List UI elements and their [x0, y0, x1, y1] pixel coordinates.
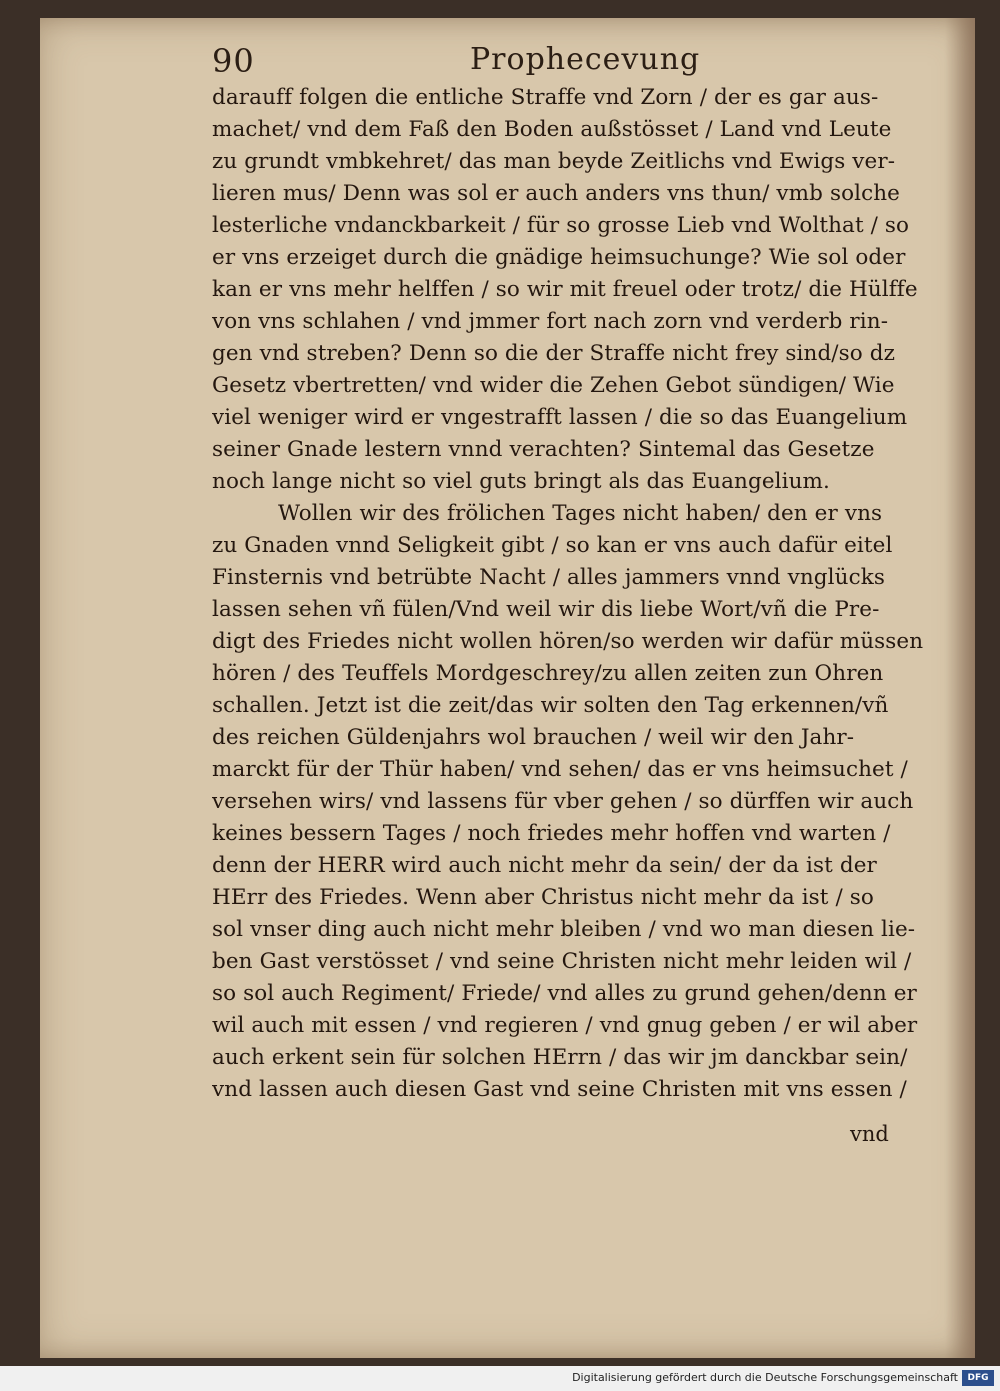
text-line: hören / des Teuffels Mordgeschrey/zu allen zeiten zun Ohren	[212, 661, 884, 686]
text-line: lesterliche vndanckbarkeit / für so grosse Lieb vnd Wolthat / so	[212, 213, 910, 238]
text-line: HErr des Friedes. Wenn aber Christus nicht mehr da ist / so	[212, 885, 874, 910]
dfg-logo: DFG	[962, 1370, 994, 1386]
paragraph-start-line: Wollen wir des frölichen Tages nicht haben/ den er vns	[278, 501, 883, 526]
funding-credit: Digitalisierung gefördert durch die Deutsche Forschungsgemeinschaft	[572, 1371, 958, 1384]
text-line: digt des Friedes nicht wollen hören/so werden wir dafür müssen	[212, 629, 924, 654]
text-line: schallen. Jetzt ist die zeit/das wir solten den Tag erkennen/vñ	[212, 693, 889, 718]
text-line: lieren mus/ Denn was sol er auch anders vns thun/ vmb solche	[212, 181, 901, 206]
text-line: versehen wirs/ vnd lassens für vber gehen / so dürffen wir auch	[212, 789, 914, 814]
running-title: Prophecevung	[470, 42, 701, 77]
body-text	[212, 82, 942, 1106]
text-line: marckt für der Thür haben/ vnd sehen/ das er vns heimsuchet /	[212, 757, 908, 782]
text-line: kan er vns mehr helffen / so wir mit freuel oder trotz/ die Hülffe	[212, 277, 918, 302]
text-line: viel weniger wird er vngestrafft lassen / die so das Euangelium	[212, 405, 908, 430]
text-line: Gesetz vbertretten/ vnd wider die Zehen Gebot sündigen/ Wie	[212, 373, 895, 398]
text-line: zu Gnaden vnnd Seligkeit gibt / so kan er vns auch dafür eitel	[212, 533, 893, 558]
text-line: Finsternis vnd betrübte Nacht / alles jammers vnnd vnglücks	[212, 565, 885, 590]
text-line: zu grundt vmbkehret/ das man beyde Zeitlichs vnd Ewigs ver-	[212, 149, 896, 174]
text-line: keines bessern Tages / noch friedes mehr hoffen vnd warten /	[212, 821, 891, 846]
text-line: gen vnd streben? Denn so die der Straffe nicht frey sind/so dz	[212, 341, 896, 366]
text-line: vnd lassen auch diesen Gast vnd seine Christen mit vns essen /	[212, 1077, 907, 1102]
text-line: auch erkent sein für solchen HErrn / das wir jm danckbar sein/	[212, 1045, 908, 1070]
text-line: darauff folgen die entliche Straffe vnd Zorn / der es gar aus-	[212, 85, 879, 110]
text-line: machet/ vnd dem Faß den Boden außstösset / Land vnd Leute	[212, 117, 892, 142]
text-line: ben Gast verstösset / vnd seine Christen nicht mehr leiden wil /	[212, 949, 912, 974]
page-header	[212, 42, 912, 82]
footer-bar	[0, 1366, 1000, 1391]
text-line: seiner Gnade lestern vnnd verachten? Sintemal das Gesetze	[212, 437, 875, 462]
text-line: lassen sehen vñ fülen/Vnd weil wir dis liebe Wort/vñ die Pre-	[212, 597, 880, 622]
text-line: wil auch mit essen / vnd regieren / vnd gnug geben / er wil aber	[212, 1013, 918, 1038]
text-line: von vns schlahen / vnd jmmer fort nach zorn vnd verderb rin-	[212, 309, 889, 334]
text-line: noch lange nicht so viel guts bringt als das Euangelium.	[212, 469, 830, 494]
text-line: er vns erzeiget durch die gnädige heimsuchunge? Wie sol oder	[212, 245, 906, 270]
catchword: vnd	[850, 1122, 889, 1146]
text-line: sol vnser ding auch nicht mehr bleiben / vnd wo man diesen lie-	[212, 917, 916, 942]
text-line: denn der HERR wird auch nicht mehr da sein/ der da ist der	[212, 853, 877, 878]
text-line: des reichen Güldenjahrs wol brauchen / weil wir den Jahr-	[212, 725, 855, 750]
text-line: so sol auch Regiment/ Friede/ vnd alles zu grund gehen/denn er	[212, 981, 917, 1006]
page-edge-shadow	[945, 18, 975, 1358]
page-number: 90	[212, 42, 255, 80]
